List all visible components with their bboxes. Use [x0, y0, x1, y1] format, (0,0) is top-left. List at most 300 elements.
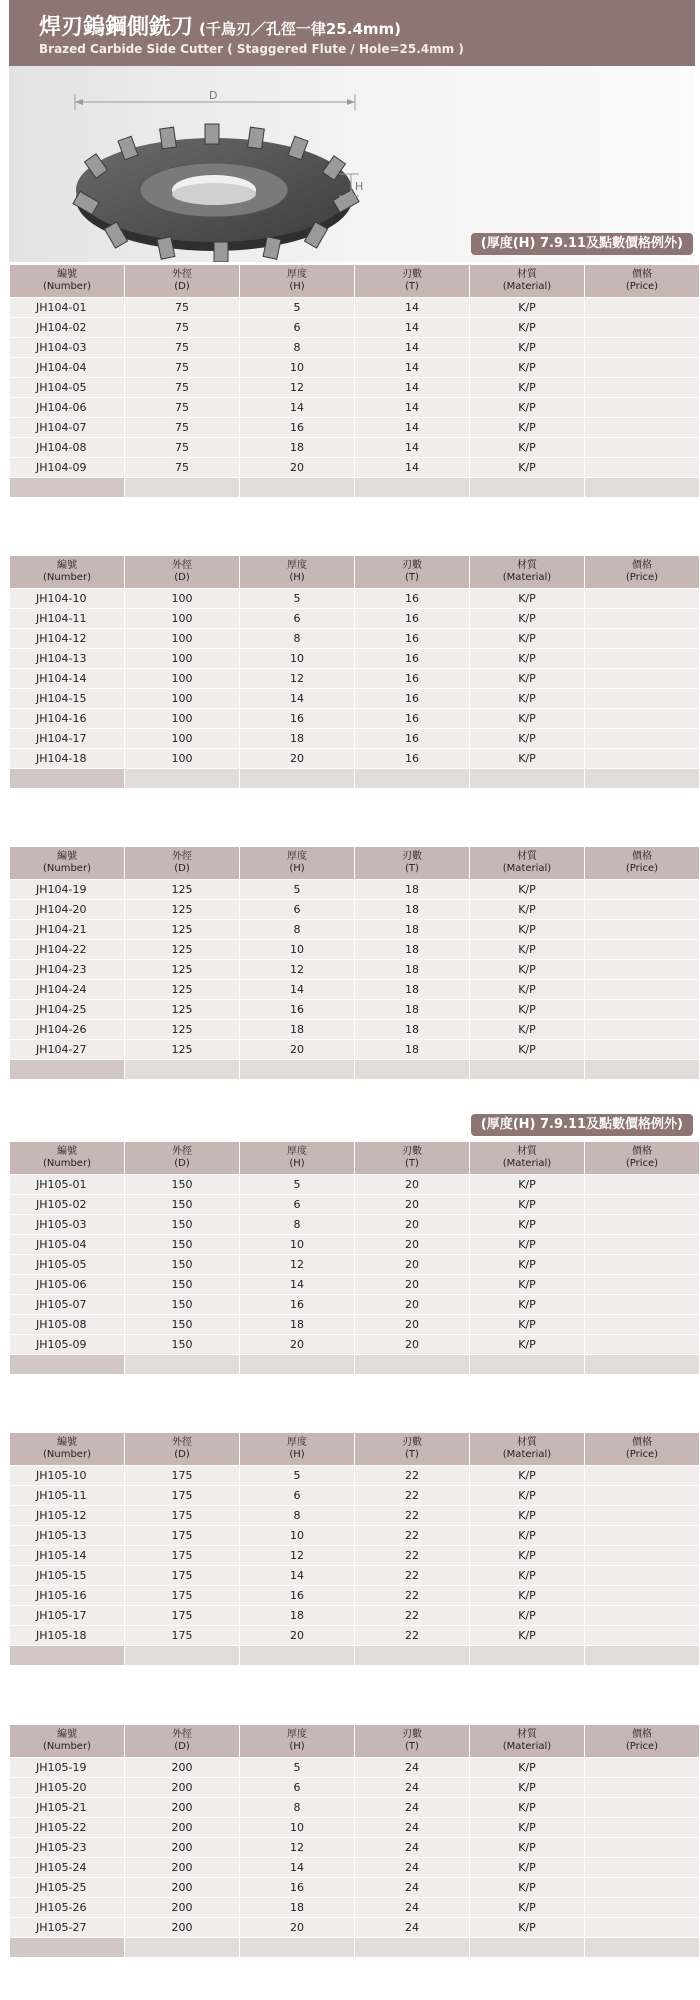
- blank-cell: [585, 1938, 699, 1957]
- column-header-sublabel: (Price): [625, 1158, 659, 1169]
- cell-od: 75: [125, 318, 239, 337]
- cell-od: 150: [125, 1195, 239, 1214]
- cell-material: K/P: [470, 1315, 584, 1334]
- column-header-number: [10, 1142, 124, 1174]
- blank-cell: [585, 1646, 699, 1665]
- cell-price: [585, 729, 699, 748]
- cell-od: 175: [125, 1606, 239, 1625]
- column-header-label: 厚度: [287, 1437, 307, 1448]
- blank-cell: [355, 1646, 469, 1665]
- cell-number: JH105-14: [10, 1546, 124, 1565]
- column-header-label: 厚度: [287, 1729, 307, 1740]
- cell-od: 150: [125, 1295, 239, 1314]
- blank-row: [10, 769, 699, 788]
- column-header-sublabel: (T): [405, 1741, 419, 1752]
- cell-thickness: 20: [240, 1335, 354, 1354]
- cell-price: [585, 1918, 699, 1937]
- blank-cell: [585, 478, 699, 497]
- cell-material: K/P: [470, 1215, 584, 1234]
- cell-material: K/P: [470, 1878, 584, 1897]
- cell-number: JH104-01: [10, 298, 124, 317]
- column-header-label: 編號: [57, 851, 77, 862]
- cell-material: K/P: [470, 609, 584, 628]
- column-header-sublabel: (H): [289, 1449, 305, 1460]
- cell-thickness: 16: [240, 418, 354, 437]
- cell-teeth: 16: [355, 669, 469, 688]
- column-header-label: 材質: [517, 851, 537, 862]
- blank-row: [10, 1060, 699, 1079]
- cell-number: JH105-27: [10, 1918, 124, 1937]
- cell-number: JH104-21: [10, 920, 124, 939]
- column-header-sublabel: (H): [289, 281, 305, 292]
- blank-cell: [10, 478, 124, 497]
- cell-price: [585, 609, 699, 628]
- column-header-label: 外徑: [172, 269, 192, 280]
- cell-number: JH104-09: [10, 458, 124, 477]
- cell-number: JH104-20: [10, 900, 124, 919]
- blank-row: [10, 478, 699, 497]
- price-exception-note: (厚度(H) 7.9.11及點數價格例外): [471, 1114, 693, 1136]
- column-header-od: [125, 265, 239, 297]
- cell-teeth: 24: [355, 1878, 469, 1897]
- cell-thickness: 8: [240, 629, 354, 648]
- table-row: [10, 960, 699, 979]
- cell-thickness: 10: [240, 1818, 354, 1837]
- cell-od: 150: [125, 1235, 239, 1254]
- cell-number: JH105-25: [10, 1878, 124, 1897]
- cell-material: K/P: [470, 1295, 584, 1314]
- cell-price: [585, 1898, 699, 1917]
- table-row: [10, 298, 699, 317]
- cell-thickness: 20: [240, 1626, 354, 1645]
- column-header-sublabel: (Number): [43, 1158, 91, 1169]
- dimension-d-label: D: [209, 89, 218, 102]
- cell-number: JH105-13: [10, 1526, 124, 1545]
- column-header-price: [585, 1142, 699, 1174]
- blank-row: [10, 1938, 699, 1957]
- blank-cell: [10, 769, 124, 788]
- cell-number: JH104-05: [10, 378, 124, 397]
- table-row: [10, 689, 699, 708]
- cell-price: [585, 1255, 699, 1274]
- cell-number: JH105-07: [10, 1295, 124, 1314]
- column-header-sublabel: (Number): [43, 1741, 91, 1752]
- cell-thickness: 5: [240, 589, 354, 608]
- cell-od: 125: [125, 1040, 239, 1059]
- column-header-sublabel: (D): [174, 1158, 190, 1169]
- column-header-label: 厚度: [287, 269, 307, 280]
- cell-material: K/P: [470, 458, 584, 477]
- cell-teeth: 22: [355, 1486, 469, 1505]
- cell-material: K/P: [470, 298, 584, 317]
- cell-teeth: 18: [355, 900, 469, 919]
- column-header-label: 刃數: [402, 851, 422, 862]
- cell-number: JH105-16: [10, 1586, 124, 1605]
- cell-number: JH105-20: [10, 1778, 124, 1797]
- column-header-od: [125, 1142, 239, 1174]
- cell-number: JH105-04: [10, 1235, 124, 1254]
- cell-price: [585, 1758, 699, 1777]
- cell-number: JH104-26: [10, 1020, 124, 1039]
- table-row: [10, 900, 699, 919]
- table-row: [10, 1040, 699, 1059]
- table-header-row: [10, 556, 699, 588]
- cell-thickness: 14: [240, 1858, 354, 1877]
- table-row: [10, 1878, 699, 1897]
- cell-number: JH104-02: [10, 318, 124, 337]
- page-subtitle: Brazed Carbide Side Cutter ( Staggered Flute / Hole=25.4mm ): [39, 42, 464, 56]
- cell-material: K/P: [470, 1918, 584, 1937]
- table-row: [10, 1175, 699, 1194]
- table-row: [10, 1526, 699, 1545]
- column-header-price: [585, 847, 699, 879]
- cell-od: 175: [125, 1466, 239, 1485]
- column-header-label: 編號: [57, 269, 77, 280]
- cell-price: [585, 1546, 699, 1565]
- column-header-label: 刃數: [402, 269, 422, 280]
- cell-number: JH104-03: [10, 338, 124, 357]
- table-row: [10, 729, 699, 748]
- cell-material: K/P: [470, 689, 584, 708]
- cell-thickness: 20: [240, 749, 354, 768]
- column-header-number: [10, 265, 124, 297]
- cell-thickness: 5: [240, 880, 354, 899]
- table-row: [10, 1295, 699, 1314]
- cell-thickness: 8: [240, 1215, 354, 1234]
- table-row: [10, 378, 699, 397]
- blank-cell: [470, 1355, 584, 1374]
- cell-thickness: 18: [240, 729, 354, 748]
- cell-od: 175: [125, 1486, 239, 1505]
- column-header-sublabel: (Price): [625, 1741, 659, 1752]
- cell-material: K/P: [470, 1235, 584, 1254]
- cell-number: JH105-12: [10, 1506, 124, 1525]
- cell-material: K/P: [470, 1798, 584, 1817]
- cell-od: 75: [125, 458, 239, 477]
- cell-od: 200: [125, 1818, 239, 1837]
- cell-thickness: 5: [240, 1175, 354, 1194]
- blank-cell: [470, 1060, 584, 1079]
- cell-material: K/P: [470, 438, 584, 457]
- column-header-number: [10, 1725, 124, 1757]
- cell-material: K/P: [470, 1858, 584, 1877]
- cell-od: 200: [125, 1878, 239, 1897]
- column-header-material: [470, 847, 584, 879]
- spec-table: [9, 846, 700, 1080]
- blank-cell: [355, 1355, 469, 1374]
- cell-teeth: 18: [355, 980, 469, 999]
- cell-material: K/P: [470, 1255, 584, 1274]
- cell-od: 200: [125, 1798, 239, 1817]
- cell-od: 200: [125, 1918, 239, 1937]
- column-header-number: [10, 847, 124, 879]
- cell-material: K/P: [470, 709, 584, 728]
- cell-material: K/P: [470, 1898, 584, 1917]
- cell-thickness: 6: [240, 609, 354, 628]
- table-header-row: [10, 1433, 699, 1465]
- cell-teeth: 16: [355, 709, 469, 728]
- cell-teeth: 24: [355, 1858, 469, 1877]
- cell-teeth: 20: [355, 1275, 469, 1294]
- column-header-label: 價格: [632, 1437, 652, 1448]
- table-row: [10, 669, 699, 688]
- blank-cell: [470, 1938, 584, 1957]
- cell-teeth: 18: [355, 880, 469, 899]
- cell-teeth: 20: [355, 1315, 469, 1334]
- column-header-label: 價格: [632, 1729, 652, 1740]
- column-header-material: [470, 1433, 584, 1465]
- column-header-teeth: [355, 265, 469, 297]
- cell-teeth: 14: [355, 378, 469, 397]
- column-header-thickness: [240, 1433, 354, 1465]
- cell-teeth: 14: [355, 338, 469, 357]
- cell-teeth: 14: [355, 418, 469, 437]
- cell-price: [585, 1195, 699, 1214]
- blank-cell: [585, 1355, 699, 1374]
- table-row: [10, 1818, 699, 1837]
- cell-price: [585, 1878, 699, 1897]
- column-header-sublabel: (D): [174, 863, 190, 874]
- column-header-material: [470, 556, 584, 588]
- cell-price: [585, 980, 699, 999]
- cell-teeth: 18: [355, 920, 469, 939]
- cell-od: 150: [125, 1255, 239, 1274]
- blank-cell: [10, 1646, 124, 1665]
- cell-od: 75: [125, 338, 239, 357]
- column-header-label: 刃數: [402, 560, 422, 571]
- cell-number: JH104-14: [10, 669, 124, 688]
- cell-price: [585, 1818, 699, 1837]
- table-row: [10, 880, 699, 899]
- cell-od: 125: [125, 960, 239, 979]
- cell-teeth: 14: [355, 318, 469, 337]
- cell-material: K/P: [470, 1000, 584, 1019]
- cell-number: JH105-03: [10, 1215, 124, 1234]
- blank-cell: [240, 1060, 354, 1079]
- price-exception-note: (厚度(H) 7.9.11及點數價格例外): [471, 233, 693, 255]
- cell-number: JH105-11: [10, 1486, 124, 1505]
- cell-material: K/P: [470, 1566, 584, 1585]
- cell-thickness: 14: [240, 1275, 354, 1294]
- table-row: [10, 1255, 699, 1274]
- column-header-label: 價格: [632, 1146, 652, 1157]
- column-header-sublabel: (H): [289, 1158, 305, 1169]
- cell-price: [585, 1778, 699, 1797]
- table-header-row: [10, 1142, 699, 1174]
- table-row: [10, 1586, 699, 1605]
- cell-od: 175: [125, 1626, 239, 1645]
- blank-cell: [470, 1646, 584, 1665]
- cell-teeth: 16: [355, 749, 469, 768]
- cell-thickness: 6: [240, 1778, 354, 1797]
- table-row: [10, 1566, 699, 1585]
- cell-price: [585, 900, 699, 919]
- blank-cell: [240, 1355, 354, 1374]
- column-header-sublabel: (T): [405, 572, 419, 583]
- cell-thickness: 10: [240, 940, 354, 959]
- cell-thickness: 14: [240, 1566, 354, 1585]
- blank-cell: [125, 1060, 239, 1079]
- column-header-number: [10, 556, 124, 588]
- cell-teeth: 18: [355, 960, 469, 979]
- cell-teeth: 20: [355, 1255, 469, 1274]
- cell-material: K/P: [470, 1195, 584, 1214]
- cell-number: JH104-17: [10, 729, 124, 748]
- column-header-sublabel: (D): [174, 281, 190, 292]
- column-header-sublabel: (T): [405, 281, 419, 292]
- cell-number: JH105-06: [10, 1275, 124, 1294]
- cell-number: JH105-09: [10, 1335, 124, 1354]
- table-row: [10, 338, 699, 357]
- cell-material: K/P: [470, 1275, 584, 1294]
- cell-thickness: 10: [240, 358, 354, 377]
- column-header-sublabel: (Number): [43, 281, 91, 292]
- cell-teeth: 22: [355, 1546, 469, 1565]
- cell-number: JH104-04: [10, 358, 124, 377]
- cell-thickness: 18: [240, 1020, 354, 1039]
- blank-cell: [355, 1060, 469, 1079]
- cell-price: [585, 358, 699, 377]
- cell-material: K/P: [470, 1838, 584, 1857]
- column-header-teeth: [355, 1725, 469, 1757]
- spec-table: [9, 555, 700, 789]
- blank-cell: [240, 478, 354, 497]
- cell-teeth: 22: [355, 1526, 469, 1545]
- cell-material: K/P: [470, 1486, 584, 1505]
- cell-thickness: 16: [240, 1878, 354, 1897]
- column-header-sublabel: (H): [289, 572, 305, 583]
- cell-material: K/P: [470, 1778, 584, 1797]
- cell-od: 175: [125, 1546, 239, 1565]
- cell-material: K/P: [470, 920, 584, 939]
- table-row: [10, 1626, 699, 1645]
- column-header-sublabel: (T): [405, 1158, 419, 1169]
- blank-row: [10, 1355, 699, 1374]
- table-row: [10, 1918, 699, 1937]
- column-header-sublabel: (D): [174, 1449, 190, 1460]
- column-header-sublabel: (T): [405, 1449, 419, 1460]
- column-header-teeth: [355, 847, 469, 879]
- blank-cell: [470, 769, 584, 788]
- cell-teeth: 14: [355, 438, 469, 457]
- blank-row: [10, 1646, 699, 1665]
- table-row: [10, 358, 699, 377]
- table-row: [10, 1195, 699, 1214]
- cell-number: JH105-26: [10, 1898, 124, 1917]
- cell-number: JH104-12: [10, 629, 124, 648]
- column-header-sublabel: (D): [174, 1741, 190, 1752]
- cell-price: [585, 689, 699, 708]
- cell-price: [585, 318, 699, 337]
- cell-price: [585, 1606, 699, 1625]
- cell-material: K/P: [470, 418, 584, 437]
- blank-cell: [585, 1060, 699, 1079]
- table-row: [10, 629, 699, 648]
- cell-material: K/P: [470, 729, 584, 748]
- column-header-material: [470, 1725, 584, 1757]
- cell-od: 75: [125, 378, 239, 397]
- table-row: [10, 1858, 699, 1877]
- cell-thickness: 10: [240, 1235, 354, 1254]
- cell-thickness: 14: [240, 398, 354, 417]
- column-header-label: 外徑: [172, 560, 192, 571]
- cell-price: [585, 880, 699, 899]
- column-header-od: [125, 1725, 239, 1757]
- cell-material: K/P: [470, 669, 584, 688]
- cell-od: 150: [125, 1275, 239, 1294]
- cell-thickness: 12: [240, 1546, 354, 1565]
- cell-number: JH105-19: [10, 1758, 124, 1777]
- cell-thickness: 20: [240, 1040, 354, 1059]
- cell-teeth: 14: [355, 358, 469, 377]
- column-header-sublabel: (Number): [43, 572, 91, 583]
- cell-thickness: 12: [240, 378, 354, 397]
- blank-cell: [125, 478, 239, 497]
- cell-teeth: 20: [355, 1335, 469, 1354]
- cell-material: K/P: [470, 900, 584, 919]
- cell-thickness: 10: [240, 1526, 354, 1545]
- cell-thickness: 16: [240, 1586, 354, 1605]
- cell-od: 175: [125, 1506, 239, 1525]
- cell-od: 75: [125, 298, 239, 317]
- column-header-label: 外徑: [172, 1729, 192, 1740]
- table-row: [10, 1335, 699, 1354]
- table-row: [10, 318, 699, 337]
- cell-od: 100: [125, 709, 239, 728]
- cell-price: [585, 1295, 699, 1314]
- table-row: [10, 1020, 699, 1039]
- cell-od: 200: [125, 1898, 239, 1917]
- cell-od: 175: [125, 1586, 239, 1605]
- cell-thickness: 20: [240, 458, 354, 477]
- column-header-material: [470, 265, 584, 297]
- cell-material: K/P: [470, 749, 584, 768]
- cell-material: K/P: [470, 960, 584, 979]
- cell-number: JH105-24: [10, 1858, 124, 1877]
- cell-thickness: 5: [240, 1466, 354, 1485]
- cell-od: 125: [125, 880, 239, 899]
- cell-teeth: 20: [355, 1235, 469, 1254]
- cell-teeth: 20: [355, 1215, 469, 1234]
- cell-number: JH104-06: [10, 398, 124, 417]
- column-header-teeth: [355, 1433, 469, 1465]
- table-header-row: [10, 265, 699, 297]
- cell-thickness: 18: [240, 1315, 354, 1334]
- cell-price: [585, 458, 699, 477]
- cell-od: 100: [125, 609, 239, 628]
- cell-thickness: 18: [240, 1898, 354, 1917]
- column-header-sublabel: (Price): [625, 281, 659, 292]
- cell-material: K/P: [470, 1175, 584, 1194]
- cell-teeth: 24: [355, 1898, 469, 1917]
- page-title: [39, 10, 401, 41]
- title-sub: (千鳥刃／孔徑一律25.4mm): [199, 20, 401, 38]
- cell-od: 150: [125, 1315, 239, 1334]
- table-row: [10, 1546, 699, 1565]
- cell-material: K/P: [470, 338, 584, 357]
- column-header-label: 材質: [517, 1437, 537, 1448]
- cell-od: 125: [125, 1000, 239, 1019]
- cell-od: 125: [125, 900, 239, 919]
- column-header-price: [585, 265, 699, 297]
- column-header-teeth: [355, 556, 469, 588]
- table-row: [10, 709, 699, 728]
- cell-teeth: 24: [355, 1818, 469, 1837]
- cell-teeth: 20: [355, 1295, 469, 1314]
- column-header-label: 外徑: [172, 1146, 192, 1157]
- cell-od: 200: [125, 1778, 239, 1797]
- cell-number: JH104-23: [10, 960, 124, 979]
